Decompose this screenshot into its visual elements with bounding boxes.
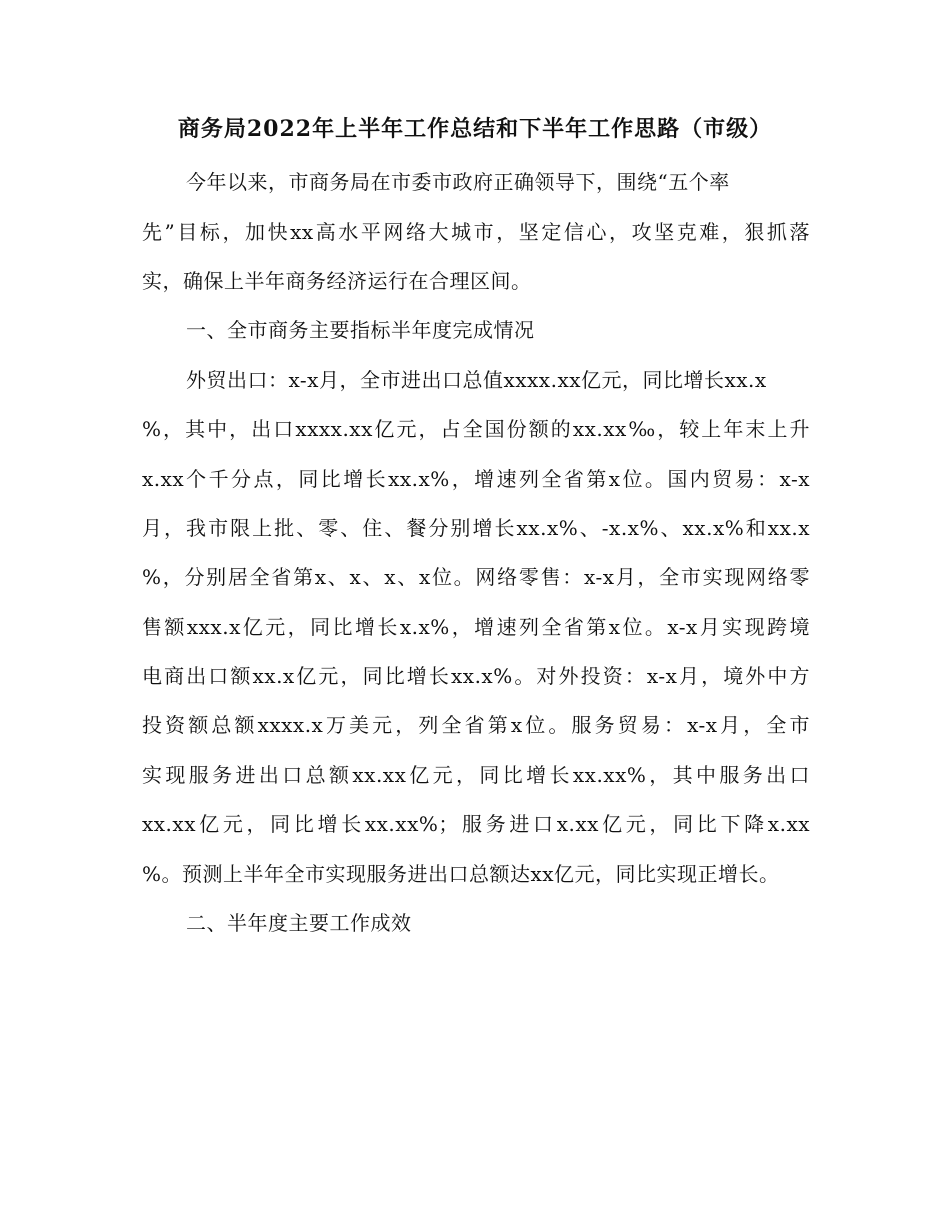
paragraph-line: %，其中，出口xxxx.xx亿元，占全国份额的xx.xx‰，较上年末上升: [142, 417, 810, 441]
paragraph-line: 投资额总额xxxx.x万美元，列全省第x位。服务贸易：x-x月，全市: [142, 713, 810, 737]
paragraph-line: 外贸出口：x-x月，全市进出口总值xxxx.xx亿元，同比增长xx.x: [186, 368, 767, 392]
paragraph-line: xx.xx亿元，同比增长xx.xx%；服务进口x.xx亿元，同比下降x.xx: [142, 812, 810, 836]
paragraph-line: %，分别居全省第x、x、x、x位。网络零售：x-x月，全市实现网络零: [142, 565, 810, 589]
paragraph-line: 实现服务进出口总额xx.xx亿元，同比增长xx.xx%，其中服务出口: [142, 763, 810, 787]
paragraph-line: 月，我市限上批、零、住、餐分别增长xx.x%、-x.x%、xx.x%和xx.x: [142, 516, 810, 540]
section-heading: 一、全市商务主要指标半年度完成情况: [186, 318, 535, 342]
paragraph-line: 电商出口额xx.x亿元，同比增长xx.x%。对外投资：x-x月，境外中方: [142, 664, 810, 688]
paragraph-line: %。预测上半年全市实现服务进出口总额达xx亿元，同比实现正增长。: [142, 862, 780, 886]
paragraph-line: 先”目标，加快xx高水平网络大城市，坚定信心，攻坚克难，狠抓落: [142, 220, 810, 244]
paragraph-line: 今年以来，市商务局在市委市政府正确领导下，围绕“五个率: [186, 170, 730, 194]
paragraph-line: 实，确保上半年商务经济运行在合理区间。: [142, 269, 532, 293]
document-title: 商务局2022年上半年工作总结和下半年工作思路（市级）: [177, 116, 773, 142]
section-heading: 二、半年度主要工作成效: [186, 911, 412, 935]
paragraph-line: x.xx个千分点，同比增长xx.x%，增速列全省第x位。国内贸易：x-x: [142, 467, 810, 491]
paragraph-line: 售额xxx.x亿元，同比增长x.x%，增速列全省第x位。x-x月实现跨境: [142, 615, 810, 639]
